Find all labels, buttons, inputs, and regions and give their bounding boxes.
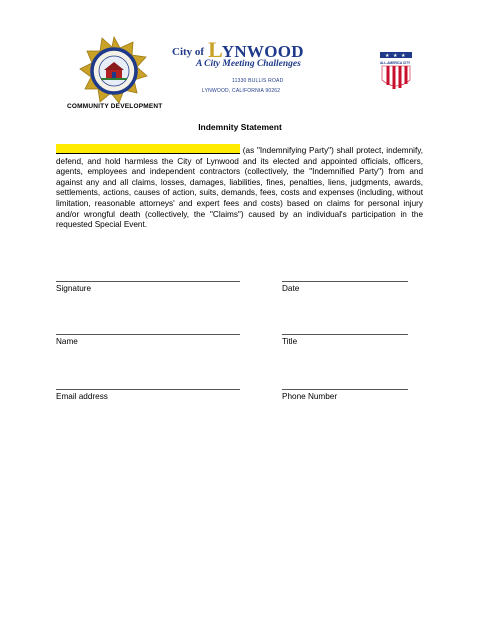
title-label: Title [282,337,298,346]
email-label: Email address [56,392,108,401]
city-masthead [172,37,322,94]
date-label: Date [282,284,300,293]
indemnifying-party-blank[interactable] [56,144,240,154]
title-line[interactable] [282,334,408,335]
date-line[interactable] [282,281,408,282]
indemnity-text: (as "Indemnifying Party") shall protect, indemnify, defend, and hold harmless the City of Lynwood and its elected and appointed officials, officers, agents, employees and independent contractors (collectively, the "Indemnified Party") from and against any and all claims, losses, damages, liabilities, fines, penalties, liens, judgments, awards, settlements, actions, causes of action, suits, demands, fees, costs and expenses (including, without limitation, reasonable attorneys' and expert fees and costs) based on claims for personal injury and/or wrongful death (collectively, the "Claims") caused by an individual's participation in the requested Special Event. [56,146,423,230]
email-line[interactable] [56,389,240,390]
phone-label: Phone Number [282,392,338,401]
signature-label: Signature [56,284,92,293]
city-name-rest: YNWOOD [221,42,304,61]
all-america-city-emblem [380,52,412,92]
document-title: Indemnity Statement [198,122,282,132]
city-of-text: City of [172,46,205,58]
address-line-1: 11330 BULLIS ROAD [232,78,284,84]
city-initial: L [208,37,222,62]
address-line-2: LYNWOOD, CALIFORNIA 90262 [202,88,281,94]
department-label: COMMUNITY DEVELOPMENT [67,103,163,110]
phone-line[interactable] [282,389,408,390]
svg-text:★: ★ [385,53,390,59]
svg-text:★: ★ [393,53,398,59]
indemnity-paragraph [56,144,423,231]
name-label: Name [56,337,78,346]
city-seal-logo [79,36,149,106]
svg-text:ALL-AMERICA CITY: ALL-AMERICA CITY [380,61,411,65]
name-line[interactable] [56,334,240,335]
svg-text:★: ★ [401,53,406,59]
signature-line[interactable] [56,281,240,282]
city-slogan: A City Meeting Challenges [196,59,301,69]
